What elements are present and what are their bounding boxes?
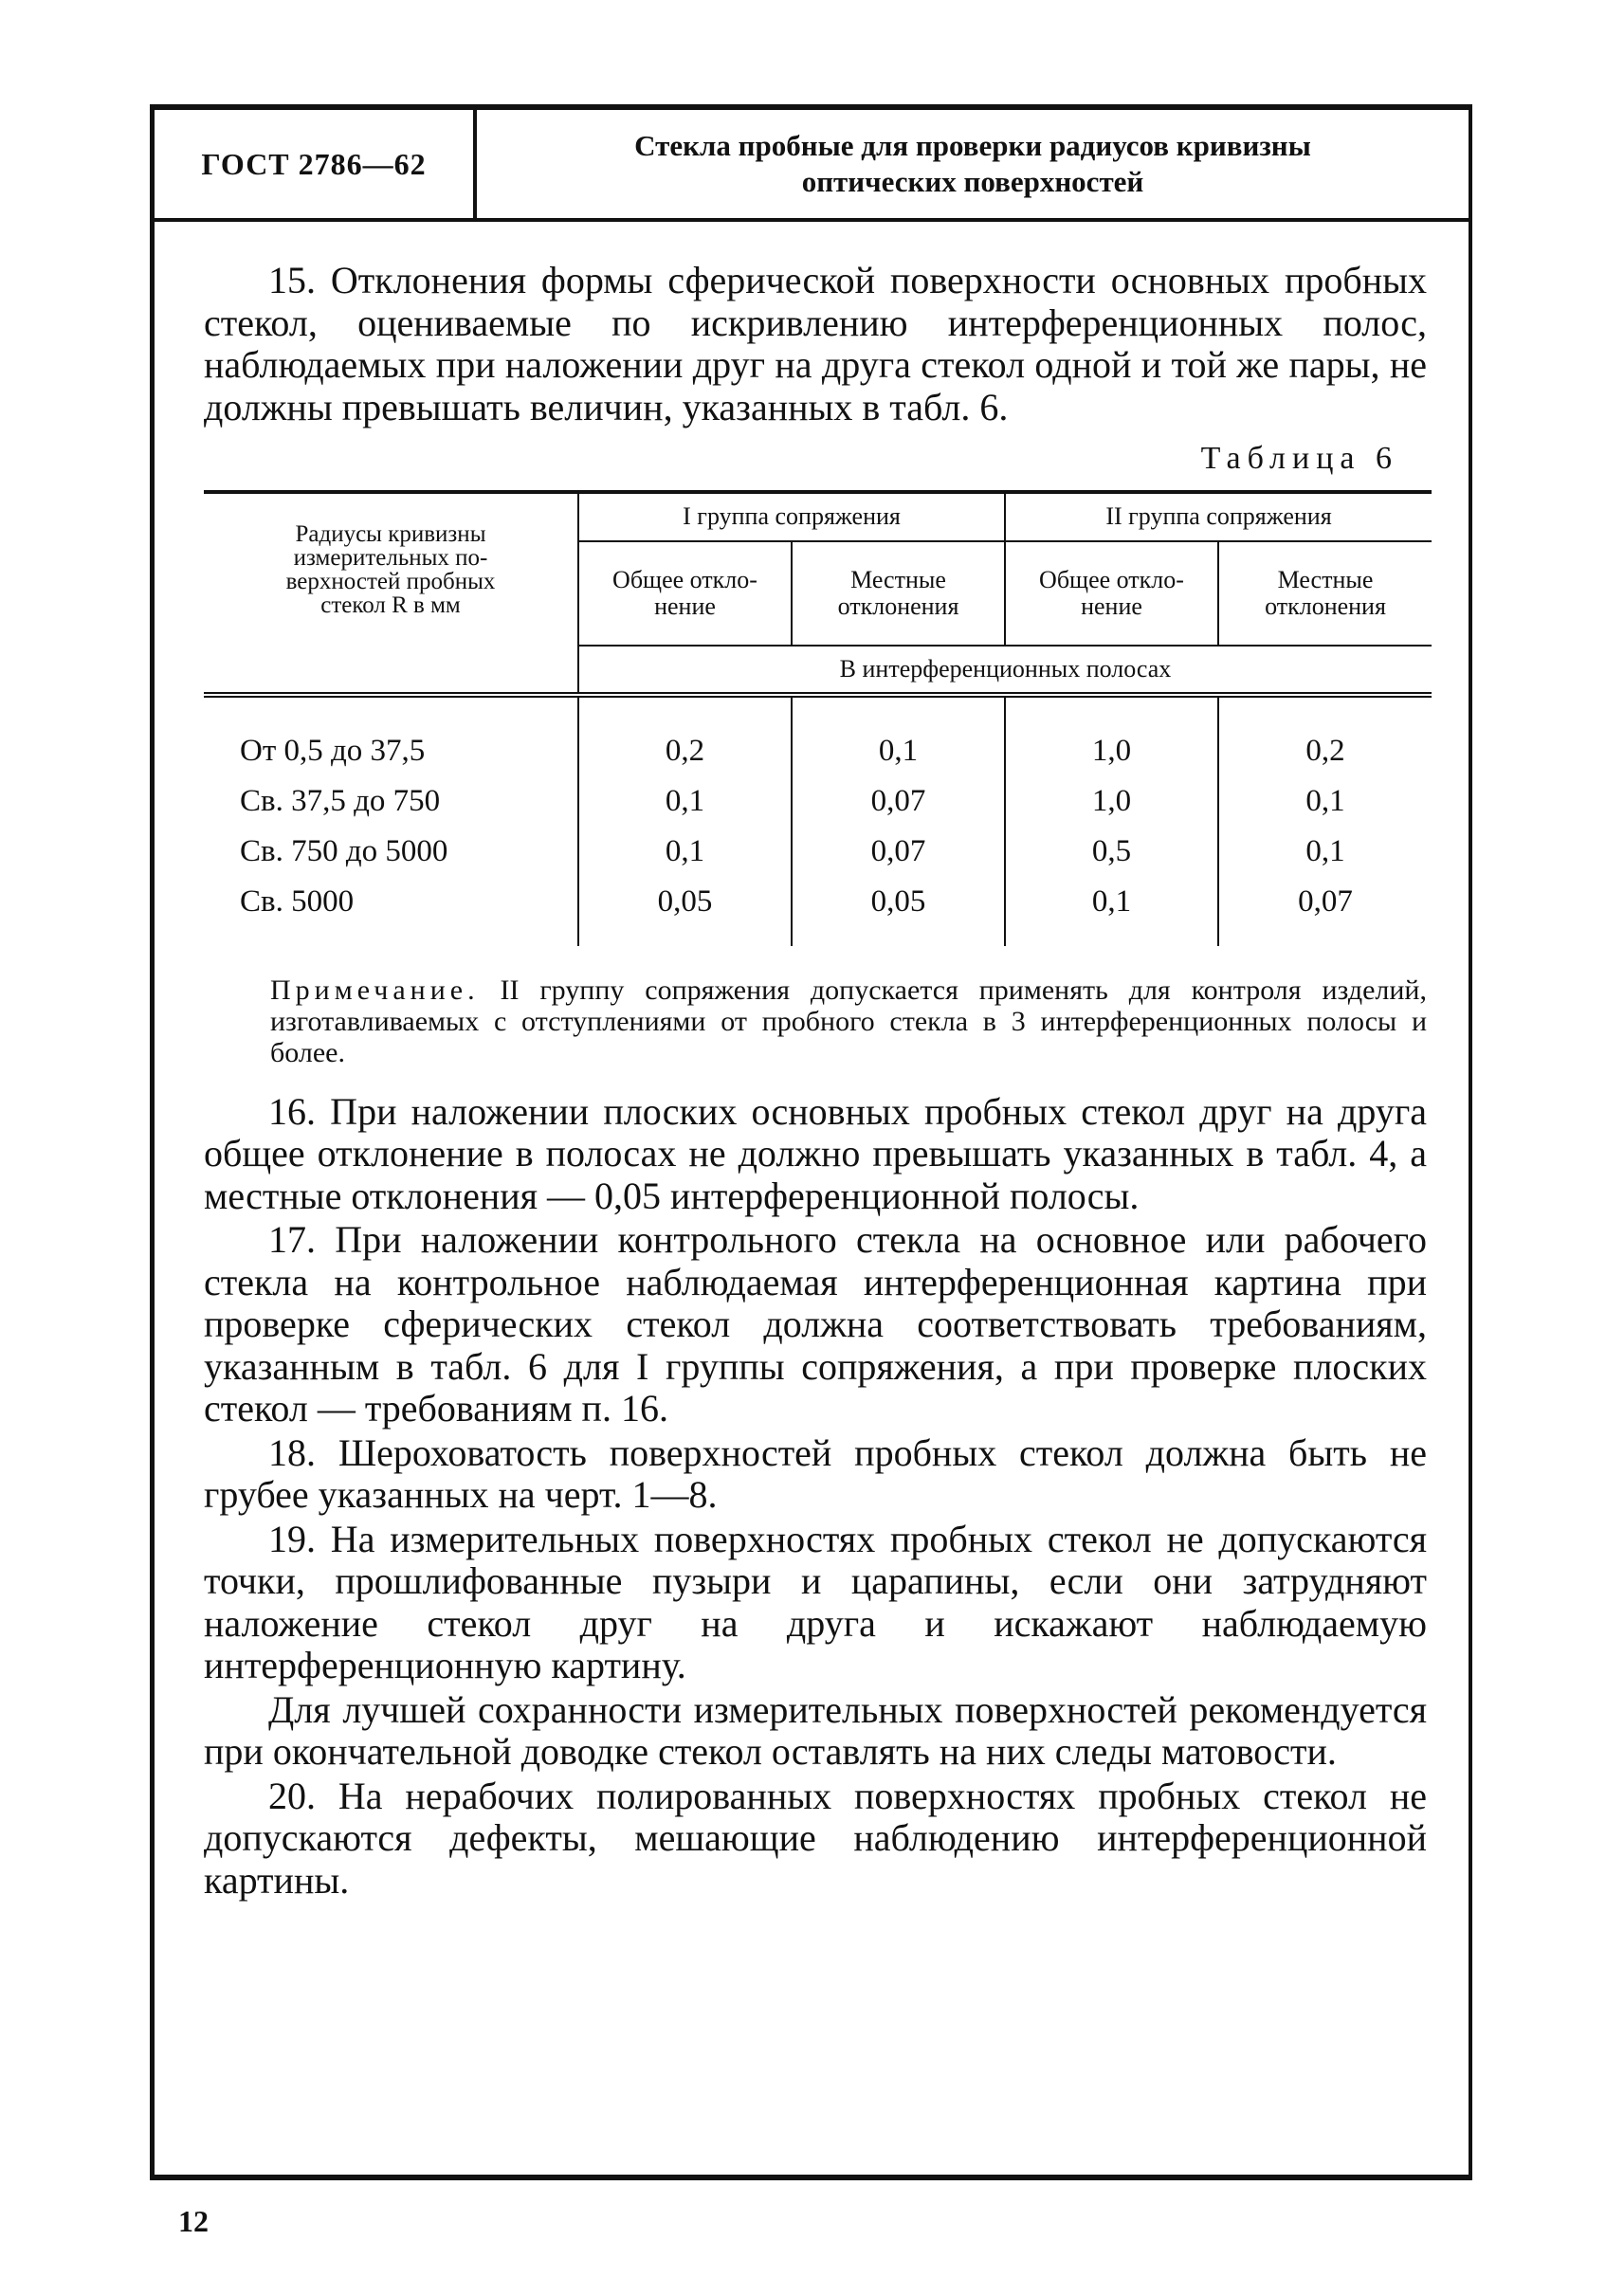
note-label: Примечание. xyxy=(270,974,480,1006)
spacer xyxy=(578,698,792,726)
document-header xyxy=(155,110,1469,222)
header-line: отклонения xyxy=(837,592,959,620)
table-row xyxy=(204,877,1432,927)
header-line: нение xyxy=(1081,592,1142,620)
radius-header xyxy=(204,492,578,646)
value-cell: 1,0 xyxy=(1005,776,1218,827)
paragraph-18: 18. Шероховатость поверхностей пробных стекол должна быть не грубее указанных на черт. 1—8. xyxy=(204,1430,1427,1516)
value-cell: 1,0 xyxy=(1005,726,1218,776)
range-cell: Св. 37,5 до 750 xyxy=(240,784,441,818)
value-cell: 0,07 xyxy=(792,776,1005,827)
value-cell: 0,07 xyxy=(1218,877,1432,927)
paragraph-16: 16. При наложении плоских основных пробных стекол друг на друга общее отклонение в полосах не должно превышать указанных в табл. 4, а местные отклонения — 0,05 интерференционной полосы. xyxy=(204,1089,1427,1217)
range-cell: Св. 5000 xyxy=(240,884,355,919)
interference-unit-header: В интерференционных полосах xyxy=(578,646,1432,695)
value-cell: 0,1 xyxy=(1218,827,1432,877)
g1-general-dev-header xyxy=(578,541,792,646)
value-cell: 0,2 xyxy=(1218,726,1432,776)
radius-header-line: верхностей пробных xyxy=(285,568,496,594)
empty-cell xyxy=(204,646,578,695)
paragraphs-16-20 xyxy=(204,1091,1427,1903)
table-6 xyxy=(204,490,1432,946)
paragraph-17: 17. При наложении контрольного стекла на основное или рабочего стекла на контрольное наблюдаемая интерференционная картина при проверке сферических стекол должна соответствовать требованиям, указанным в табл. 6 для I группы сопряжения, а при проверке плоских стекол — требованиям п. 16. xyxy=(204,1218,1427,1430)
value-cell: 0,2 xyxy=(578,726,792,776)
header-line: нение xyxy=(654,592,716,620)
g1-local-dev-header xyxy=(792,541,1005,646)
table-row xyxy=(204,827,1432,877)
value-cell: 0,5 xyxy=(1005,827,1218,877)
page-content xyxy=(204,260,1427,1902)
page-number: 12 xyxy=(178,2204,209,2238)
header-line: Общее откло- xyxy=(1039,565,1184,593)
spacer xyxy=(792,927,1005,946)
paragraph-15: 15. Отклонения формы сферической поверхности основных пробных стекол, оцениваемые по искривлению интерференционных полос, наблюдаемых при наложении друг на друга стекол одной и той же пары, не должны превышать величин, указанных в табл. 6. xyxy=(204,259,1427,428)
value-cell: 0,1 xyxy=(1005,877,1218,927)
spacer xyxy=(1005,927,1218,946)
table-row xyxy=(204,726,1432,776)
page-frame xyxy=(150,104,1472,2180)
spacer xyxy=(1005,698,1218,726)
range-cell: От 0,5 до 37,5 xyxy=(240,734,426,768)
radius-header-line: Радиусы кривизны xyxy=(295,520,486,547)
spacer xyxy=(578,927,792,946)
g2-general-dev-header xyxy=(1005,541,1218,646)
value-cell: 0,1 xyxy=(1218,776,1432,827)
header-line: Местные xyxy=(1277,565,1374,593)
title-line-2: оптических поверхностей xyxy=(801,165,1144,198)
value-cell: 0,07 xyxy=(792,827,1005,877)
title-line-1: Стекла пробные для проверки радиусов кривизны xyxy=(634,129,1311,162)
spacer xyxy=(1218,698,1432,726)
gost-number: ГОСТ 2786—62 xyxy=(155,110,477,218)
paragraph-20: 20. На нерабочих полированных поверхностях пробных стекол не допускаются дефекты, мешающие наблюдению интерференционной картины. xyxy=(204,1774,1427,1902)
radius-header-line: измерительных по- xyxy=(293,544,488,571)
header-line: отклонения xyxy=(1265,592,1386,620)
value-cell: 0,05 xyxy=(792,877,1005,927)
header-line: Местные xyxy=(850,565,946,593)
paragraph-19: 19. На измерительных поверхностях пробных стекол не допускаются точки, прошлифованные пузыри и царапины, если они затрудняют наложение стекол друг на друга и искажают наблюдаемую интерференционную картину. xyxy=(204,1517,1427,1686)
spacer xyxy=(1218,927,1432,946)
table-row xyxy=(204,776,1432,827)
group-1-header: I группа сопряжения xyxy=(578,492,1005,541)
spacer xyxy=(792,698,1005,726)
value-cell: 0,1 xyxy=(578,827,792,877)
table-note xyxy=(204,974,1427,1068)
note-text: II группу сопряжения допускается применять для контроля изделий, изготавливаемых с отступлениями от пробного стекла в 3 интерференционных полосы и более. xyxy=(270,974,1427,1068)
value-cell: 0,1 xyxy=(578,776,792,827)
header-line: Общее откло- xyxy=(612,565,757,593)
range-cell: Св. 750 до 5000 xyxy=(240,834,448,868)
group-2-header: II группа сопряжения xyxy=(1005,492,1432,541)
radius-header-line: стекол R в мм xyxy=(320,592,461,618)
document-title xyxy=(477,110,1469,218)
paragraph-19-continued: Для лучшей сохранности измерительных поверхностей рекомендуется при окончательной доводке стекол оставлять на них следы матовости. xyxy=(204,1687,1427,1773)
spacer xyxy=(204,698,578,726)
table-caption: Таблица 6 xyxy=(1200,441,1398,476)
value-cell: 0,1 xyxy=(792,726,1005,776)
spacer xyxy=(204,927,578,946)
g2-local-dev-header xyxy=(1218,541,1432,646)
value-cell: 0,05 xyxy=(578,877,792,927)
